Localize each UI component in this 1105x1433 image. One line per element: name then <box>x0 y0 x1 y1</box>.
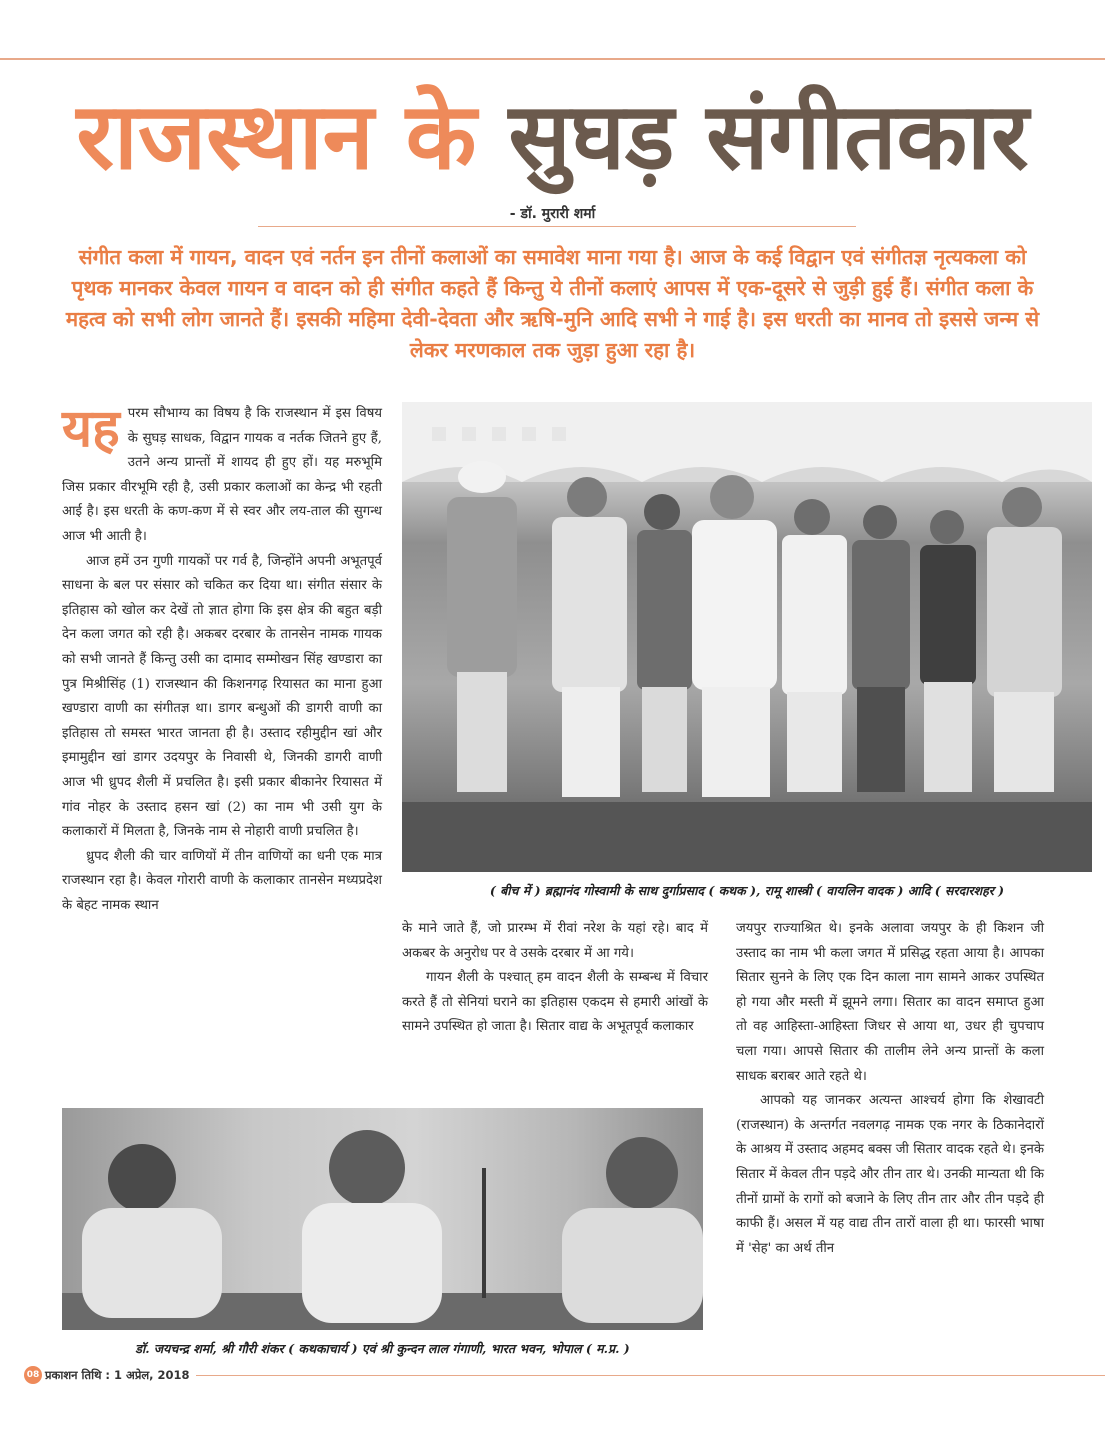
publication-date: प्रकाशन तिथि : 1 अप्रेल, 2018 <box>45 1367 190 1382</box>
panel-photo-bhopal <box>62 1108 703 1330</box>
title-part-1: राजस्थान के <box>76 83 477 190</box>
article-column-2 <box>402 917 708 1040</box>
column-1-paragraph-3: ध्रुपद शैली की चार वाणियों में तीन वाणियों का धनी एक मात्र राजस्थान रहा है। केवल गोरारी वाणी के कलाकार तानसेन मध्यप्रदेश के बेहट नामक स्थान <box>62 848 382 913</box>
panel-photo-figures <box>62 1108 703 1330</box>
intro-paragraph: संगीत कला में गायन, वादन एवं नर्तन इन तीनों कलाओं का समावेश माना गया है। आज के कई विद्वान एवं संगीतज्ञ नृत्यकला को पृथक मानकर केवल गायन व वादन को ही संगीत कहते हैं किन्तु ये तीनों कलाएं आपस में एक-दूसरे से जुड़ी हुई हैं। संगीत कला के महत्व को सभी लोग जानते हैं। इसकी महिमा देवी-देवता और ऋषि-मुनि आदि सभी ने गाई है। इस धरती का मानव तो इससे जन्म से लेकर मरणकाल तक जुड़ा हुआ रहा है। <box>65 245 1040 362</box>
column-1-paragraph-1: परम सौभाग्य का विषय है कि राजस्थान में इस विषय के सुघड़ साधक, विद्वान गायक व नर्तक जितने हुए हैं, उतने अन्य प्रान्तों में शायद ही हुए हों। यह मरुभूमि जिस प्रकार वीरभूमि रही है, उसी प्रकार कलाओं का केन्द्र भी रहती आई है। इस धरती के कण-कण में से स्वर और लय-ताल की सुगन्ध आज भी आती है। <box>62 406 382 544</box>
panel-photo-caption: डॉ. जयचन्द्र शर्मा, श्री गौरी शंकर ( कथकाचार्य ) एवं श्री कुन्दन लाल गंगाणी, भारत भवन, भोपाल ( म.प्र. ) <box>135 1341 630 1356</box>
column-1-paragraph-2: आज हमें उन गुणी गायकों पर गर्व है, जिन्होंने अपनी अभूतपूर्व साधना के बल पर संसार को चकित कर दिया था। संगीत संसार के इतिहास को खोल कर देखें तो ज्ञात होगा कि इस क्षेत्र की बहुत बड़ी देन कला जगत को रही है। अकबर दरबार के तानसेन नामक गायक को सभी जानते हैं किन्तु उसी का दामाद सम्मोखन सिंह खण्डारा का पुत्र मिश्रीसिंह (1) राजस्थान की किशनगढ़ रियासत का माना हुआ खण्डारा वाणी का संगीतज्ञ था। डागर बन्धुओं की डागरी वाणी का इतिहास तो समस्त भारत जानता ही है। उस्ताद रहीमुद्दीन खां और इमामुद्दीन खां डागर उदयपुर के निवासी थे, जिनकी डागरी वाणी आज भी ध्रुपद शैली में प्रचलित है। इसी प्रकार बीकानेर रियासत में गांव नोहर के उस्ताद हसन खां (2) का नाम भी उसी युग के कलाकारों में मिलता है, जिनके नाम से नोहारी वाणी प्रचलित है। <box>62 553 382 840</box>
author-rule <box>258 226 856 227</box>
page-number: 08 <box>24 1366 42 1384</box>
column-2-paragraph-2: गायन शैली के पश्चात् हम वादन शैली के सम्बन्ध में विचार करते हैं तो सेनियां घराने का इतिहास एकदम से हमारी आंखों के सामने उपस्थित हो जाता है। सितार वाद्य के अभूतपूर्व कलाकार <box>402 970 708 1035</box>
column-3-paragraph-2: आपको यह जानकर अत्यन्त आश्चर्य होगा कि शेखावटी (राजस्थान) के अन्तर्गत नवलगढ़ नामक एक नगर के ठिकानेदारों के आश्रय में उस्ताद अहमद बक्स जी सितार वादक रहते थे। इनके सितार में केवल तीन पड़दे और तीन तार थे। उनकी मान्यता थी कि तीनों ग्रामों के रागों को बजाने के लिए तीन तार और तीन पड़दे ही काफी हैं। असल में यह वाद्य तीन तारों वाला ही था। फारसी भाषा में 'सेह' का अर्थ तीन <box>736 1093 1044 1256</box>
group-photo-figures <box>402 402 1092 872</box>
title-part-2: सुघड़ संगीतकार <box>508 83 1029 190</box>
drop-cap: यह <box>62 399 120 459</box>
group-photo-sardarshahar <box>402 402 1092 872</box>
column-2-paragraph-1: के माने जाते हैं, जो प्रारम्भ में रीवां नरेश के यहां रहे। बाद में अकबर के अनुरोध पर वे उसके दरबार में आ गये। <box>402 921 708 961</box>
footer-rule <box>196 1375 1105 1376</box>
top-rule <box>0 58 1105 60</box>
article-column-1 <box>62 399 382 918</box>
author-byline: - डॉ. मुरारी शर्मा <box>509 206 596 222</box>
column-3-paragraph-1: जयपुर राज्याश्रित थे। इनके अलावा जयपुर के ही किशन जी उस्ताद का नाम भी कला जगत में प्रसिद्ध रहता आया है। आपका सितार सुनने के लिए एक दिन काला नाग सामने आकर उपस्थित हो गया और मस्ती में झूमने लगा। सितार का वादन समाप्त हुआ तो वह आहिस्ता-आहिस्ता जिधर से आया था, उधर ही चुपचाप चला गया। आपसे सितार की तालीम लेने अन्य प्रान्तों के कला साधक बराबर आते रहते थे। <box>736 921 1044 1084</box>
article-column-3 <box>736 917 1044 1261</box>
group-photo-caption: ( बीच में ) ब्रह्मानंद गोस्वामी के साथ दुर्गाप्रसाद ( कथक ), रामू शास्त्री ( वायलिन वादक ) आदि ( सरदारशहर ) <box>489 883 1005 898</box>
page-title <box>0 72 1105 202</box>
footer <box>24 1366 190 1384</box>
